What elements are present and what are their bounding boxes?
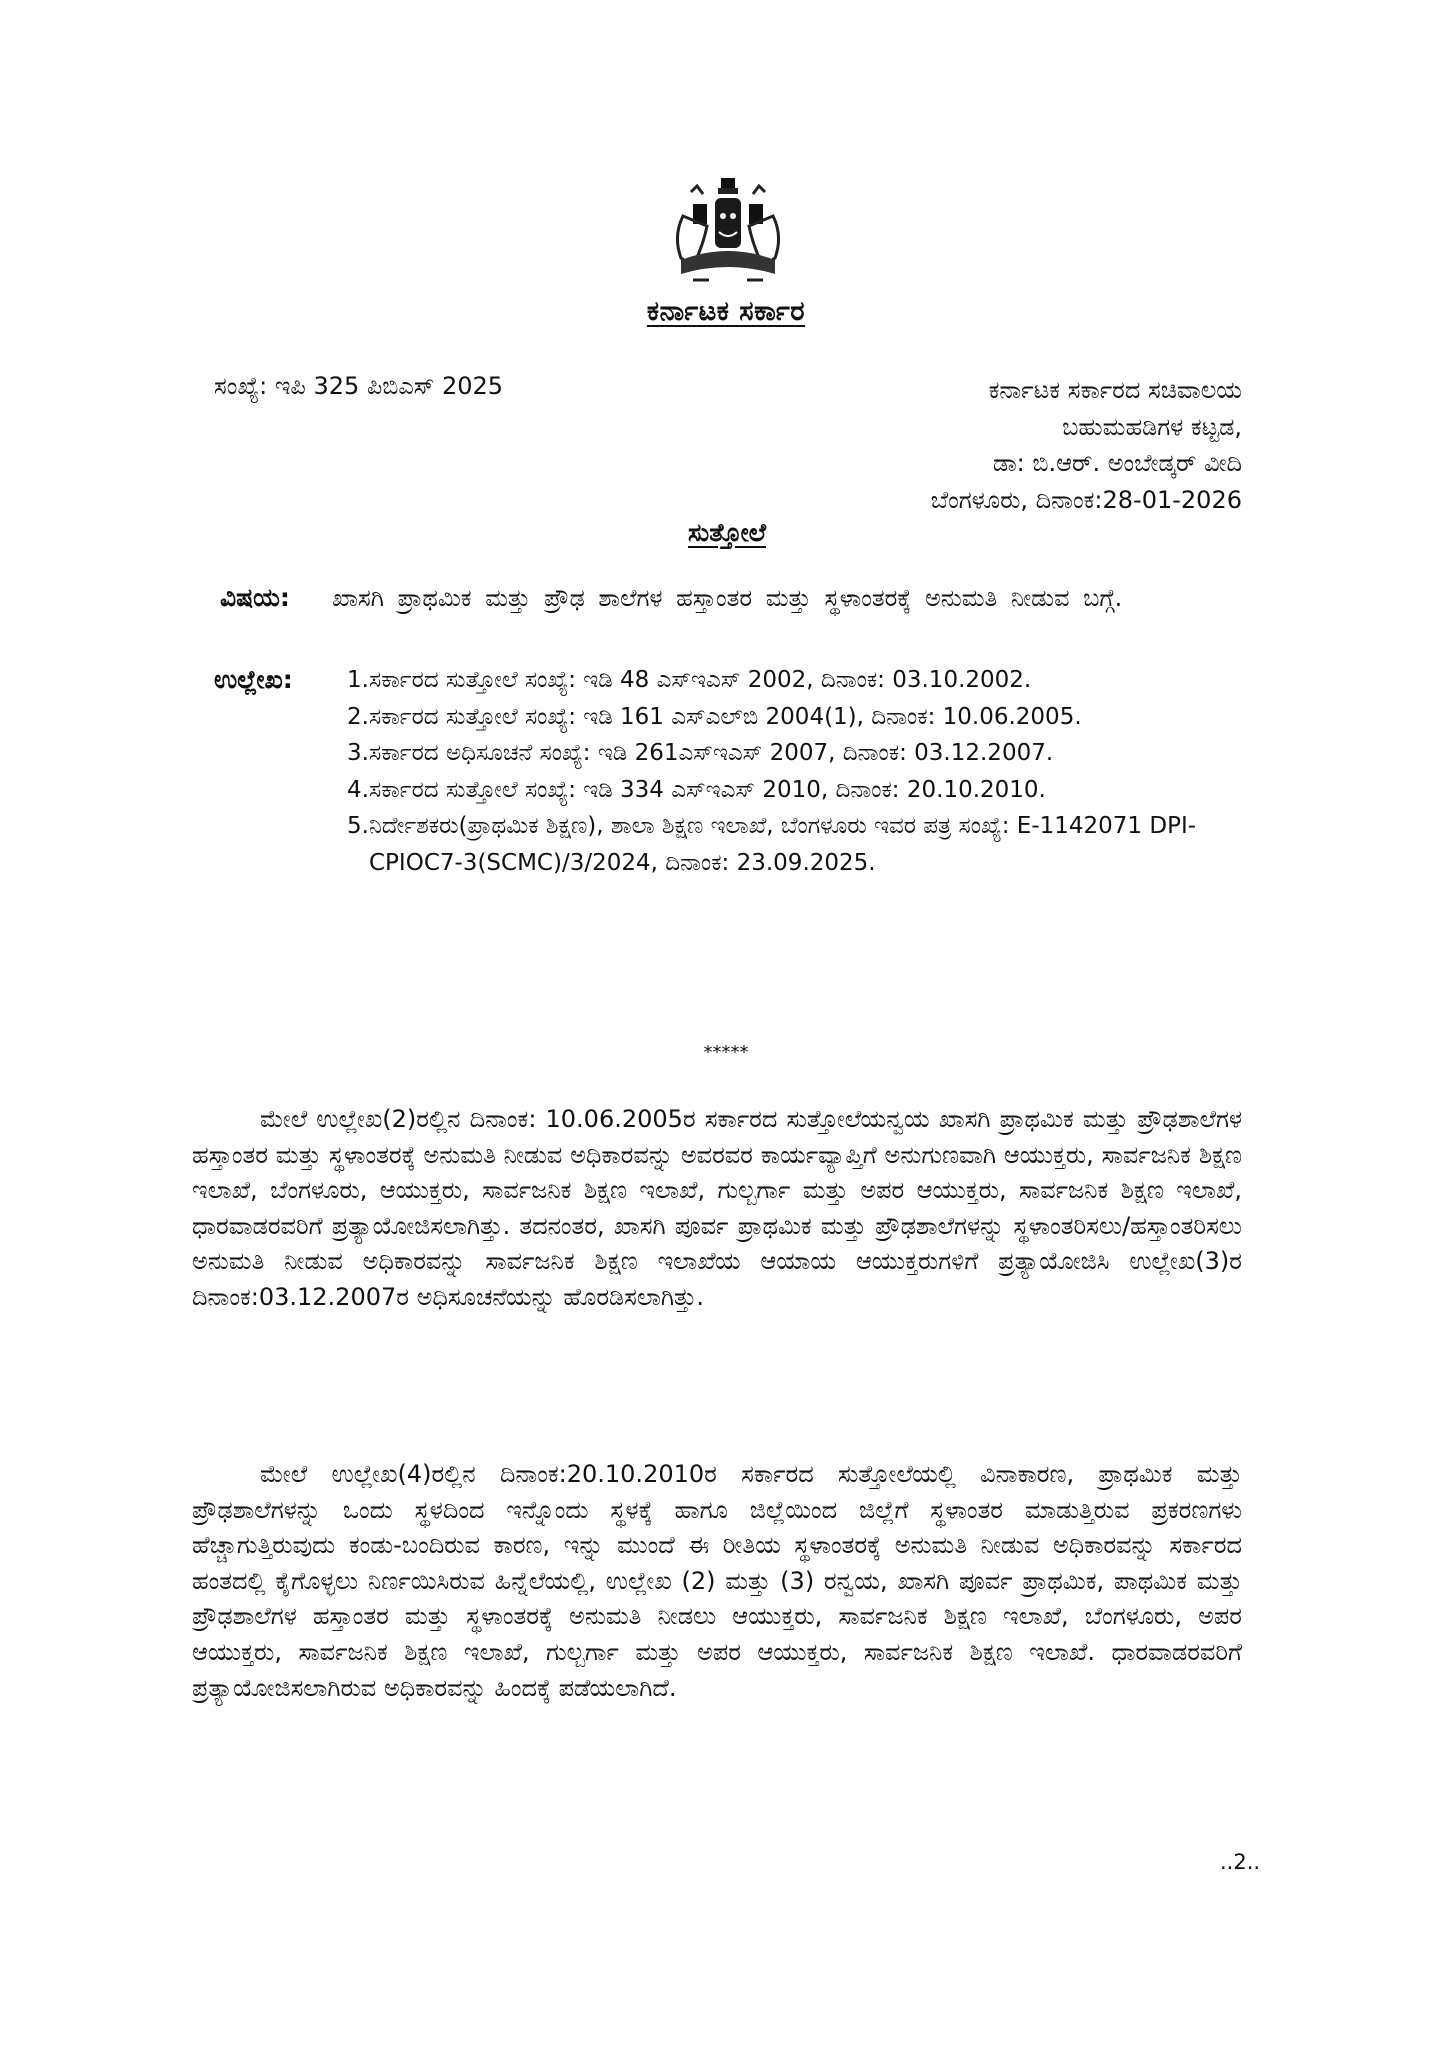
body-paragraph-2 [192, 1457, 1242, 1706]
references-list [347, 662, 1244, 881]
karnataka-emblem-icon [663, 176, 793, 294]
reference-text: ನಿರ್ದೇಶಕರು(ಪ್ರಾಥಮಿಕ ಶಿಕ್ಷಣ), ಶಾಲಾ ಶಿಕ್ಷಣ ಇಲಾಖೆ, ಬೆಂಗಳೂರು ಇವರ ಪತ್ರ ಸಂಖ್ಯೆ: E-1142071 DPI-CPIOC7-3(SCMC)/3/2024, ದಿನಾಂಕ: 23.09.2025. [369, 813, 1197, 876]
references-section [214, 662, 1244, 881]
section-separator: ***** [703, 1042, 749, 1063]
reference-item [347, 735, 1244, 772]
reference-number: 5. [347, 813, 369, 839]
subject-section [220, 580, 1242, 616]
reference-item [347, 662, 1244, 699]
reference-number: 1. [347, 667, 369, 693]
reference-item [347, 699, 1244, 736]
address-block [760, 372, 1242, 518]
reference-text: ಸರ್ಕಾರದ ಅಧಿಸೂಚನೆ ಸಂಖ್ಯೆ: ಇಡಿ 261ಎಸ್‌ಇಎಸ್ 2007, ದಿನಾಂಕ: 03.12.2007. [369, 740, 1054, 766]
reference-text: ಸರ್ಕಾರದ ಸುತ್ತೋಲೆ ಸಂಖ್ಯೆ: ಇಡಿ 334 ಎಸ್‌ಇಎಸ್ 2010, ದಿನಾಂಕ: 20.10.2010. [369, 776, 1046, 803]
reference-item [347, 772, 1244, 809]
subject-label: ವಿಷಯ: [220, 583, 290, 612]
body-paragraph-1 [192, 1102, 1242, 1316]
reference-item [347, 808, 1244, 881]
reference-text: ಸರ್ಕಾರದ ಸುತ್ತೋಲೆ ಸಂಖ್ಯೆ: ಇಡಿ 48 ಎಸ್‌ಇಎಸ್ 2002, ದಿನಾಂಕ: 03.10.2002. [369, 667, 1032, 693]
reference-number: 3. [347, 740, 369, 766]
government-title: ಕರ್ನಾಟಕ ಸರ್ಕಾರ [646, 296, 806, 327]
address-line: ಕರ್ನಾಟಕ ಸರ್ಕಾರದ ಸಚಿವಾಲಯ [988, 376, 1242, 404]
reference-number: ಸಂಖ್ಯೆ: ಇಪಿ 325 ಪಿಬಿಎಸ್ 2025 [214, 372, 504, 400]
document-type-heading: ಸುತ್ತೋಲೆ [688, 518, 766, 547]
references-label: ಉಲ್ಲೇಖ: [214, 665, 293, 694]
address-date-line: ಬೆಂಗಳೂರು, ದಿನಾಂಕ:28-01-2026 [930, 485, 1242, 514]
next-page-marker: ..2.. [1220, 1850, 1261, 1874]
reference-number: 4. [347, 776, 369, 803]
subject-text: ಖಾಸಗಿ ಪ್ರಾಥಮಿಕ ಮತ್ತು ಪ್ರೌಢ ಶಾಲೆಗಳ ಹಸ್ತಾಂತರ ಮತ್ತು ಸ್ಥಳಾಂತರಕ್ಕೆ ಅನುಮತಿ ನೀಡುವ ಬಗ್ಗೆ. [332, 584, 1123, 612]
reference-number: 2. [347, 703, 369, 730]
paragraph-text: ಮೇಲೆ ಉಲ್ಲೇಖ(4)ರಲ್ಲಿನ ದಿನಾಂಕ:20.10.2010ರ ಸರ್ಕಾರದ ಸುತ್ತೋಲೆಯಲ್ಲಿ ವಿನಾಕಾರಣ, ಪ್ರಾಥಮಿಕ ಮತ್ತು ಪ್ರೌಢಶಾಲೆಗಳನ್ನು ಒಂದು ಸ್ಥಳದಿಂದ ಇನ್ನೊಂದು ಸ್ಥಳಕ್ಕೆ ಹಾಗೂ ಜಿಲ್ಲೆಯಿಂದ ಜಿಲ್ಲೆಗೆ ಸ್ಥಳಾಂತರ ಮಾಡುತ್ತಿರುವ ಪ್ರಕರಣಗಳು ಹೆಚ್ಚಾಗುತ್ತಿರುವುದು ಕಂಡು-ಬಂದಿರುವ ಕಾರಣ, ಇನ್ನು ಮುಂದೆ ಈ ರೀತಿಯ ಸ್ಥಳಾಂತರಕ್ಕೆ ಅನುಮತಿ ನೀಡುವ ಅಧಿಕಾರವನ್ನು ಸರ್ಕಾರದ ಹಂತದಲ್ಲಿ ಕೈಗೊಳ್ಳಲು ನಿರ್ಣಯಿಸಿರುವ ಹಿನ್ನೆಲೆಯಲ್ಲಿ, ಉಲ್ಲೇಖ (2) ಮತ್ತು (3) ರನ್ವಯ, ಖಾಸಗಿ ಪೂರ್ವ ಪ್ರಾಥಮಿಕ, ಪಾಥಮಿಕ ಮತ್ತು ಪ್ರೌಢಶಾಲೆಗಳ ಹಸ್ತಾಂತರ ಮತ್ತು ಸ್ಥಳಾಂತರಕ್ಕೆ ಅನುಮತಿ ನೀಡಲು ಆಯುಕ್ತರು, ಸಾರ್ವಜನಿಕ ಶಿಕ್ಷಣ ಇಲಾಖೆ, ಬೆಂಗಳೂರು, ಅಪರ ಆಯುಕ್ತರು, ಸಾರ್ವಜನಿಕ ಶಿಕ್ಷಣ ಇಲಾಖೆ, ಗುಲ್ಬರ್ಗಾ ಮತ್ತು ಅಪರ ಆಯುಕ್ತರು, ಸಾರ್ವಜನಿಕ ಶಿಕ್ಷಣ ಇಲಾಖೆ. ಧಾರವಾಡರವರಿಗೆ ಪ್ರತ್ಯಾಯೋಜಿಸಲಾಗಿರುವ ಅಧಿಕಾರವನ್ನು ಹಿಂದಕ್ಕೆ ಪಡೆಯಲಾಗಿದೆ. [192, 1460, 1242, 1702]
address-line: ಡಾ: ಬಿ.ಆರ್. ಅಂಬೇಡ್ಕರ್ ವೀದಿ [992, 449, 1242, 477]
paragraph-text: ಮೇಲೆ ಉಲ್ಲೇಖ(2)ರಲ್ಲಿನ ದಿನಾಂಕ: 10.06.2005ರ ಸರ್ಕಾರದ ಸುತ್ತೋಲೆಯನ್ವಯ ಖಾಸಗಿ ಪ್ರಾಥಮಿಕ ಮತ್ತು ಪ್ರೌಢಶಾಲೆಗಳ ಹಸ್ತಾಂತರ ಮತ್ತು ಸ್ಥಳಾಂತರಕ್ಕೆ ಅನುಮತಿ ನೀಡುವ ಅಧಿಕಾರವನ್ನು ಅವರವರ ಕಾರ್ಯವ್ಯಾಪ್ತಿಗೆ ಅನುಗುಣವಾಗಿ ಆಯುಕ್ತರು, ಸಾರ್ವಜನಿಕ ಶಿಕ್ಷಣ ಇಲಾಖೆ, ಬೆಂಗಳೂರು, ಆಯುಕ್ತರು, ಸಾರ್ವಜನಿಕ ಶಿಕ್ಷಣ ಇಲಾಖೆ, ಗುಲ್ಬರ್ಗಾ ಮತ್ತು ಅಪರ ಆಯುಕ್ತರು, ಸಾರ್ವಜನಿಕ ಶಿಕ್ಷಣ ಇಲಾಖೆ, ಧಾರವಾಡರವರಿಗೆ ಪ್ರತ್ಯಾಯೋಜಿಸಲಾಗಿತ್ತು. ತದನಂತರ, ಖಾಸಗಿ ಪೂರ್ವ ಪ್ರಾಥಮಿಕ ಮತ್ತು ಪ್ರೌಢಶಾಲೆಗಳನ್ನು ಸ್ಥಳಾಂತರಿಸಲು/ಹಸ್ತಾಂತರಿಸಲು ಅನುಮತಿ ನೀಡುವ ಅಧಿಕಾರವನ್ನು ಸಾರ್ವಜನಿಕ ಶಿಕ್ಷಣ ಇಲಾಖೆಯ ಆಯಾಯ ಆಯುಕ್ತರುಗಳಿಗೆ ಪ್ರತ್ಯಾಯೋಜಿಸಿ ಉಲ್ಲೇಖ(3)ರ ದಿನಾಂಕ:03.12.2007ರ ಅಧಿಸೂಚನೆಯನ್ನು ಹೊರಡಿಸಲಾಗಿತ್ತು. [192, 1105, 1242, 1311]
reference-text: ಸರ್ಕಾರದ ಸುತ್ತೋಲೆ ಸಂಖ್ಯೆ: ಇಡಿ 161 ಎಸ್‌ಎಲ್‌ಬಿ 2004(1), ದಿನಾಂಕ: 10.06.2005. [369, 703, 1082, 730]
address-line: ಬಹುಮಹಡಿಗಳ ಕಟ್ಟಡ, [1062, 412, 1242, 441]
